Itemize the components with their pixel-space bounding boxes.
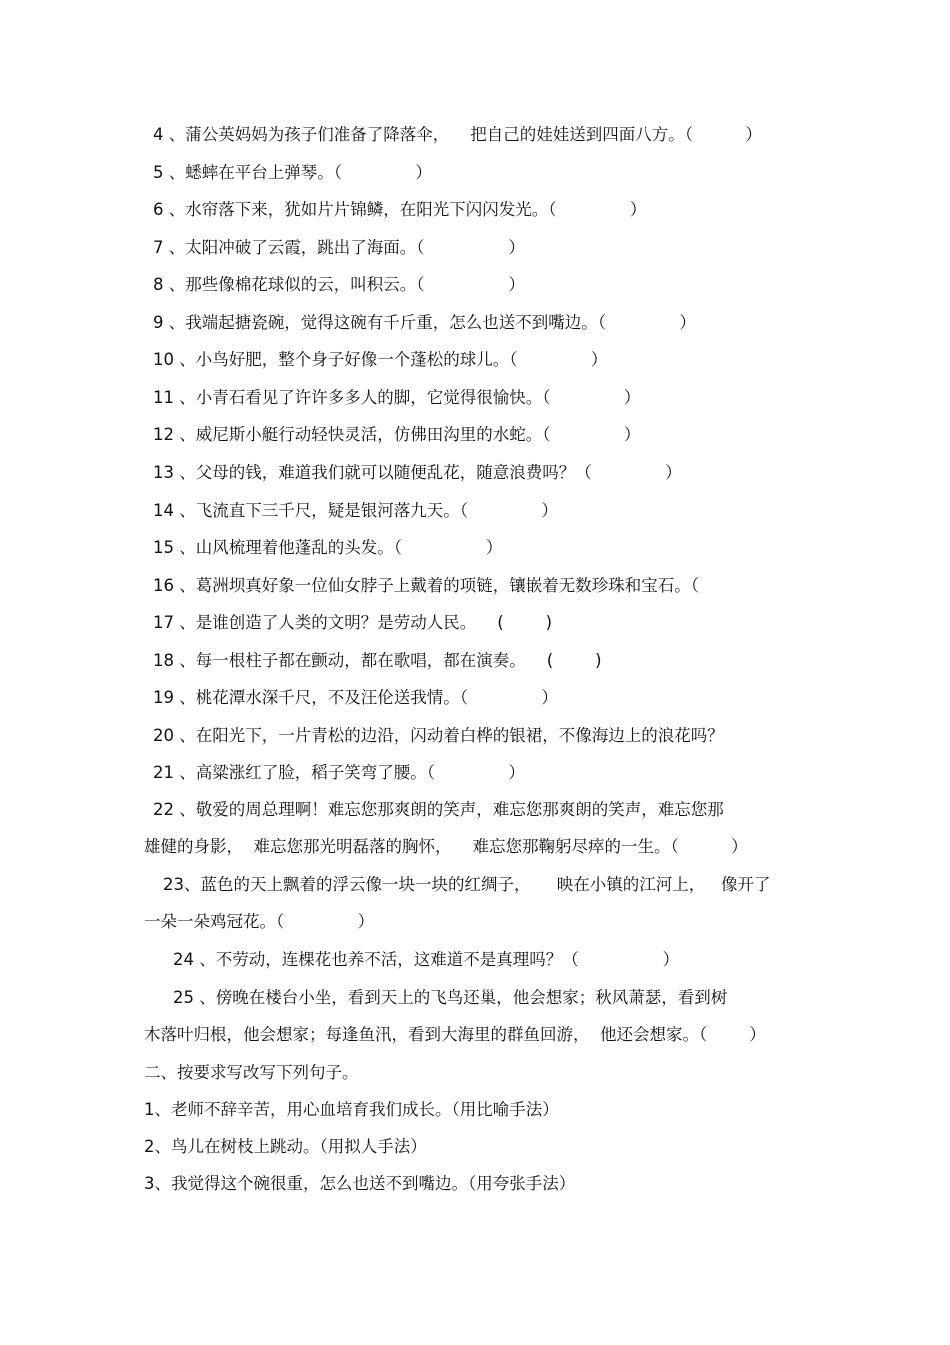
- item-23-line-2: 一朵一朵鸡冠花。（ ）: [144, 912, 375, 931]
- exercise-item: [153, 350, 607, 370]
- item-text: 、那些像棉花球似的云，叫积云。（ ）: [168, 275, 525, 294]
- section-2-item: 1、老师不辞辛苦，用心血培育我们成长。（用比喻手法）: [144, 1100, 559, 1119]
- item-number: 6: [153, 200, 164, 219]
- item-25-line-2: 木落叶归根，他会想家；每逢鱼汛，看到大海里的群鱼回游， 他还会想家。（ ）: [144, 1025, 766, 1044]
- item-text: 、小鸟好肥，整个身子好像一个蓬松的球儿。（ ）: [179, 350, 608, 369]
- item-text: 、蒲公英妈妈为孩子们准备了降落伞， 把自己的娃娃送到四面八方。（ ）: [168, 125, 762, 144]
- item-number: 14: [153, 501, 174, 520]
- item-text: 、小青石看见了许许多多人的脚，它觉得很愉快。（ ）: [179, 388, 641, 407]
- exercise-item: [153, 763, 525, 783]
- exercise-item: [153, 388, 640, 408]
- item-number: 18: [153, 651, 174, 670]
- section-2-item: 3、我觉得这个碗很重，怎么也送不到嘴边。（用夸张手法）: [144, 1174, 576, 1193]
- item-number: 15: [153, 538, 174, 557]
- item-text: 、高粱涨红了脸，稻子笑弯了腰。（ ）: [179, 763, 525, 782]
- item-number: 21: [153, 763, 174, 782]
- exercise-item: [153, 425, 640, 445]
- exercise-item: [153, 651, 602, 671]
- section-2-heading: 二、按要求写改写下列句子。: [144, 1063, 359, 1082]
- item-25-line-1: 25 、傍晚在楼台小坐，看到天上的飞鸟还巢，他会想家；秋风萧瑟，看到树: [173, 988, 728, 1007]
- item-text: 、飞流直下三千尺，疑是银河落九天。（ ）: [179, 501, 558, 520]
- item-text: 、我端起搪瓷碗，觉得这碗有千斤重，怎么也送不到嘴边。（ ）: [168, 313, 696, 332]
- item-text: 、葛洲坝真好象一位仙女脖子上戴着的项链，镶嵌着无数珍珠和宝石。（: [179, 576, 699, 595]
- item-24: 24 、不劳动，连棵花也养不活，这难道不是真理吗？（ ）: [173, 950, 680, 969]
- item-number: 17: [153, 613, 174, 632]
- item-number: 12: [153, 425, 174, 444]
- item-number: 8: [153, 275, 164, 294]
- exercise-item: [153, 501, 558, 521]
- item-text: 、山风梳理着他蓬乱的头发。（ ）: [179, 538, 503, 557]
- item-number: 20: [153, 726, 174, 745]
- exercise-item: [153, 125, 762, 145]
- exercise-item: [153, 163, 432, 183]
- exercise-item: [153, 538, 502, 558]
- exercise-item: [153, 463, 682, 483]
- item-text: 、威尼斯小艇行动轻快灵活，仿佛田沟里的水蛇。（ ）: [179, 425, 641, 444]
- item-number: 9: [153, 313, 164, 332]
- item-text: 、桃花潭水深千尺，不及汪伦送我情。（ ）: [179, 688, 558, 707]
- section-2-item: 2、鸟儿在树枝上跳动。（用拟人手法）: [144, 1137, 427, 1156]
- exercise-item: [153, 238, 525, 258]
- item-number: 11: [153, 388, 174, 407]
- item-text: 、是谁创造了人类的文明？是劳动人民。 ( ): [179, 613, 553, 632]
- exercise-item: [153, 613, 552, 633]
- exercise-item: [153, 275, 525, 295]
- item-text: 、在阳光下，一片青松的边沿，闪动着白桦的银裙，不像海边上的浪花吗？: [179, 726, 724, 745]
- exercise-item: [153, 726, 724, 746]
- item-text: 、水帘落下来，犹如片片锦鳞，在阳光下闪闪发光。（ ）: [168, 200, 647, 219]
- item-number: 7: [153, 238, 164, 257]
- item-text: 、父母的钱，难道我们就可以随便乱花，随意浪费吗？（ ）: [179, 463, 682, 482]
- item-text: 、蟋蟀在平台上弹琴。（ ）: [168, 163, 432, 182]
- item-23-line-1: 23、蓝色的天上飘着的浮云像一块一块的红绸子， 映在小镇的江河上， 像开了: [163, 875, 771, 894]
- exercise-item: [153, 313, 696, 333]
- item-number: 13: [153, 463, 174, 482]
- item-number: 4: [153, 125, 164, 144]
- item-number: 19: [153, 688, 174, 707]
- item-number: 10: [153, 350, 174, 369]
- exercise-item: [153, 576, 699, 596]
- exercise-item: [153, 200, 646, 220]
- item-text: 、每一根柱子都在颤动，都在歌唱，都在演奏。 ( ): [179, 651, 602, 670]
- item-number: 5: [153, 163, 164, 182]
- item-number: 16: [153, 576, 174, 595]
- item-22-line-2: 雄健的身影， 难忘您那光明磊落的胸怀， 难忘您那鞠躬尽瘁的一生。（ ）: [144, 837, 748, 856]
- item-22-line-1: 22 、敬爱的周总理啊！难忘您那爽朗的笑声，难忘您那爽朗的笑声，难忘您那: [153, 800, 724, 819]
- exercise-item: [153, 688, 558, 708]
- item-text: 、太阳冲破了云霞，跳出了海面。（ ）: [168, 238, 525, 257]
